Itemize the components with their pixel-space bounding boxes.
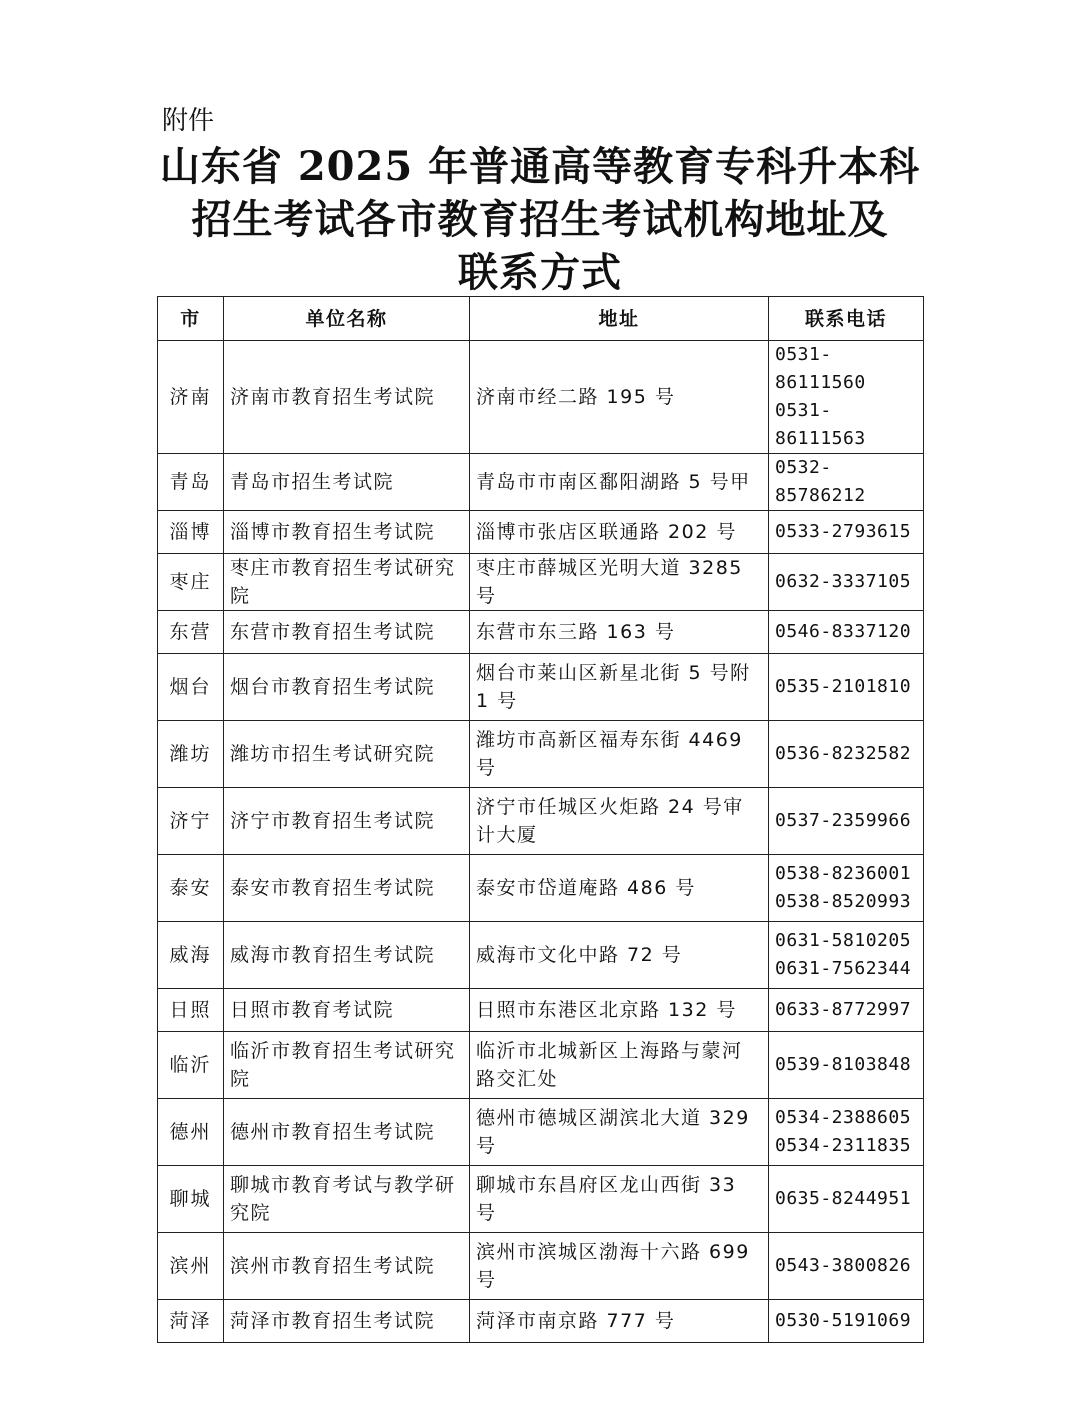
title-line: 山东省 2025 年普通高等教育专科升本科	[159, 143, 921, 190]
cell-city: 日照	[158, 989, 224, 1032]
cell-unit: 日照市教育考试院	[224, 989, 470, 1032]
cell-phone	[769, 611, 924, 654]
cell-city: 德州	[158, 1099, 224, 1166]
cell-city: 菏泽	[158, 1300, 224, 1343]
cell-phone	[769, 1233, 924, 1300]
phone-number: 0534-2311835	[775, 1135, 912, 1156]
document-title	[120, 140, 960, 299]
cell-city: 潍坊	[158, 721, 224, 788]
table-row	[158, 554, 924, 611]
table-row	[158, 1300, 924, 1343]
phone-number: 0538-8520993	[775, 891, 912, 912]
cell-phone	[769, 721, 924, 788]
cell-address: 泰安市岱道庵路 486 号	[470, 855, 769, 922]
cell-address: 东营市东三路 163 号	[470, 611, 769, 654]
cell-unit: 潍坊市招生考试研究院	[224, 721, 470, 788]
cell-phone	[769, 989, 924, 1032]
cell-city: 临沂	[158, 1032, 224, 1099]
cell-city: 东营	[158, 611, 224, 654]
table-header-row	[158, 297, 924, 341]
cell-address: 菏泽市南京路 777 号	[470, 1300, 769, 1343]
cell-address: 德州市德城区湖滨北大道 329 号	[470, 1099, 769, 1166]
cell-unit: 菏泽市教育招生考试院	[224, 1300, 470, 1343]
table-row	[158, 454, 924, 511]
cell-phone	[769, 855, 924, 922]
phone-number: 0532-85786212	[775, 457, 866, 506]
cell-city: 济南	[158, 341, 224, 454]
cell-unit: 东营市教育招生考试院	[224, 611, 470, 654]
cell-address: 滨州市滨城区渤海十六路 699 号	[470, 1233, 769, 1300]
title-line: 招生考试各市教育招生考试机构地址及	[191, 196, 889, 243]
cell-address: 潍坊市高新区福寿东街 4469 号	[470, 721, 769, 788]
phone-number: 0632-3337105	[775, 571, 912, 592]
cell-unit: 聊城市教育考试与教学研究院	[224, 1166, 470, 1233]
cell-unit: 青岛市招生考试院	[224, 454, 470, 511]
header-unit: 单位名称	[224, 297, 470, 341]
cell-phone	[769, 1300, 924, 1343]
phone-number: 0631-5810205	[775, 930, 912, 951]
cell-unit: 德州市教育招生考试院	[224, 1099, 470, 1166]
cell-unit: 济宁市教育招生考试院	[224, 788, 470, 855]
cell-city: 威海	[158, 922, 224, 989]
cell-phone	[769, 1099, 924, 1166]
cell-city: 枣庄	[158, 554, 224, 611]
phone-number: 0633-8772997	[775, 999, 912, 1020]
cell-phone	[769, 654, 924, 721]
table-row	[158, 1099, 924, 1166]
phone-number: 0538-8236001	[775, 863, 912, 884]
phone-number: 0530-5191069	[775, 1310, 912, 1331]
cell-phone	[769, 1032, 924, 1099]
table-row	[158, 341, 924, 454]
table-row	[158, 1233, 924, 1300]
cell-phone	[769, 554, 924, 611]
cell-city: 青岛	[158, 454, 224, 511]
phone-number: 0536-8232582	[775, 743, 912, 764]
table-body	[158, 341, 924, 1343]
cell-address: 青岛市市南区鄱阳湖路 5 号甲	[470, 454, 769, 511]
table-row	[158, 721, 924, 788]
cell-city: 济宁	[158, 788, 224, 855]
cell-unit: 淄博市教育招生考试院	[224, 511, 470, 554]
cell-city: 聊城	[158, 1166, 224, 1233]
cell-phone	[769, 1166, 924, 1233]
cell-city: 烟台	[158, 654, 224, 721]
cell-address: 临沂市北城新区上海路与蒙河路交汇处	[470, 1032, 769, 1099]
cell-unit: 济南市教育招生考试院	[224, 341, 470, 454]
cell-address: 烟台市莱山区新星北街 5 号附 1 号	[470, 654, 769, 721]
table-row	[158, 1032, 924, 1099]
cell-phone	[769, 454, 924, 511]
cell-unit: 泰安市教育招生考试院	[224, 855, 470, 922]
table-row	[158, 788, 924, 855]
cell-unit: 临沂市教育招生考试研究院	[224, 1032, 470, 1099]
phone-number: 0546-8337120	[775, 621, 912, 642]
cell-phone	[769, 341, 924, 454]
table-row	[158, 922, 924, 989]
phone-number: 0531-86111560	[775, 344, 866, 393]
cell-unit: 威海市教育招生考试院	[224, 922, 470, 989]
cell-phone	[769, 788, 924, 855]
phone-number: 0535-2101810	[775, 676, 912, 697]
table-row	[158, 654, 924, 721]
cell-phone	[769, 511, 924, 554]
cell-city: 滨州	[158, 1233, 224, 1300]
cell-unit: 烟台市教育招生考试院	[224, 654, 470, 721]
cell-address: 聊城市东昌府区龙山西街 33 号	[470, 1166, 769, 1233]
phone-number: 0537-2359966	[775, 810, 912, 831]
cell-address: 枣庄市薛城区光明大道 3285 号	[470, 554, 769, 611]
table-row	[158, 855, 924, 922]
phone-number: 0635-8244951	[775, 1188, 912, 1209]
contact-table	[157, 296, 924, 1343]
table-row	[158, 989, 924, 1032]
phone-number: 0533-2793615	[775, 521, 912, 542]
cell-city: 泰安	[158, 855, 224, 922]
phone-number: 0534-2388605	[775, 1107, 912, 1128]
cell-address: 济宁市任城区火炬路 24 号审计大厦	[470, 788, 769, 855]
header-phone: 联系电话	[769, 297, 924, 341]
cell-address: 济南市经二路 195 号	[470, 341, 769, 454]
phone-number: 0543-3800826	[775, 1255, 912, 1276]
header-city: 市	[158, 297, 224, 341]
attachment-label: 附件	[162, 106, 215, 136]
cell-phone	[769, 922, 924, 989]
table-row	[158, 511, 924, 554]
phone-number: 0631-7562344	[775, 958, 912, 979]
phone-number: 0531-86111563	[775, 400, 866, 449]
phone-number: 0539-8103848	[775, 1054, 912, 1075]
cell-address: 威海市文化中路 72 号	[470, 922, 769, 989]
title-line: 联系方式	[458, 249, 622, 296]
table-row	[158, 1166, 924, 1233]
cell-unit: 滨州市教育招生考试院	[224, 1233, 470, 1300]
cell-address: 日照市东港区北京路 132 号	[470, 989, 769, 1032]
cell-unit: 枣庄市教育招生考试研究院	[224, 554, 470, 611]
table-row	[158, 611, 924, 654]
cell-city: 淄博	[158, 511, 224, 554]
cell-address: 淄博市张店区联通路 202 号	[470, 511, 769, 554]
header-address: 地址	[470, 297, 769, 341]
